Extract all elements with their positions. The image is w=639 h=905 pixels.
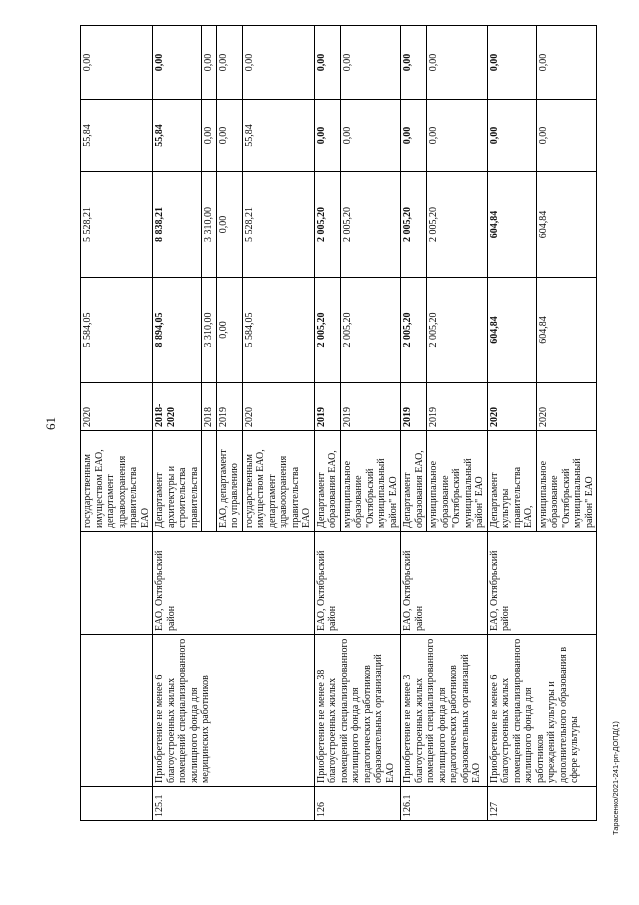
other-cell: 0,00 [401,26,427,100]
federal-cell: 55,84 [81,100,153,172]
document-code: Тарасенко/2021-241-рп-ДОПД(1) [611,721,620,835]
year-cell: 2020 [242,383,314,431]
responsible-cell: государственным имуществом ЕАО, департамент здравоохранения правительства ЕАО [81,431,153,532]
cell-empty [81,635,153,787]
regional-cell: 604,84 [487,172,536,278]
measure-name: Приобретение не менее 6 благоустроенных жилых помещений специализированного жилищного фонда для медицинских работников [153,635,315,787]
responsible-cell: Департамент культуры правительства ЕАО, [487,431,536,532]
program-table [80,25,597,821]
federal-cell: 0,00 [314,100,340,172]
row-number: 125.1 [153,787,315,821]
year-cell: 2019 [340,383,401,431]
year-cell: 2020 [81,383,153,431]
total-cell: 0,00 [216,278,242,383]
other-cell: 0,00 [314,26,340,100]
cell-empty [81,787,153,821]
responsible-cell: муниципальное образование "Октябрьский муниципальный район" ЕАО [427,431,488,532]
other-cell: 0,00 [340,26,401,100]
responsible-cell: государственным имуществом ЕАО, департамент здравоохранения правительства ЕАО [242,431,314,532]
responsible-cell: муниципальное образование "Октябрьский муниципальный район" ЕАО [536,431,597,532]
location-cell: ЕАО, Октябрьский район [401,532,488,635]
federal-cell: 0,00 [487,100,536,172]
cell-empty [81,532,153,635]
location-cell: ЕАО, Октябрьский район [314,532,401,635]
responsible-cell: Департамент образования ЕАО, [401,431,427,532]
federal-cell: 55,84 [153,100,202,172]
total-cell: 5 584,05 [81,278,153,383]
other-cell: 0,00 [81,26,153,100]
total-cell: 5 584,05 [242,278,314,383]
year-cell: 2020 [487,383,536,431]
year-cell: 2018-2020 [153,383,202,431]
other-cell: 0,00 [427,26,488,100]
other-cell: 0,00 [216,26,242,100]
measure-name: Приобретение не менее 38 благоустроенных жилых помещений специализированного жилищного фонда для педагогических работников образовательных организаций ЕАО [314,635,401,787]
responsible-cell: ЕАО, департамент по управлению [216,431,242,532]
year-cell: 2019 [427,383,488,431]
responsible-cell: Департамент образования ЕАО, [314,431,340,532]
table-row [314,26,340,821]
page-number: 61 [43,417,58,430]
federal-cell: 0,00 [202,100,217,172]
federal-cell: 0,00 [401,100,427,172]
year-cell: 2018 [202,383,217,431]
year-cell: 2020 [536,383,597,431]
other-cell: 0,00 [202,26,217,100]
total-cell: 2 005,20 [427,278,488,383]
responsible-cell: муниципальное образование "Октябрьский муниципальный район" ЕАО [340,431,401,532]
year-cell: 2019 [216,383,242,431]
regional-cell: 0,00 [216,172,242,278]
row-number: 126.1 [401,787,488,821]
responsible-cell: Департамент архитектуры и строительства правительства [153,431,202,532]
total-cell: 604,84 [536,278,597,383]
regional-cell: 2 005,20 [340,172,401,278]
regional-cell: 2 005,20 [401,172,427,278]
total-cell: 2 005,20 [314,278,340,383]
other-cell: 0,00 [153,26,202,100]
table-row [487,26,536,821]
regional-cell: 3 310,00 [202,172,217,278]
table-row [81,26,153,821]
table-row [153,26,202,821]
other-cell: 0,00 [242,26,314,100]
federal-cell: 0,00 [536,100,597,172]
measure-name: Приобретение не менее 3 благоустроенных жилых помещений специализированного жилищного фонда для педагогических работников образовательных организаций ЕАО [401,635,488,787]
table-row [401,26,427,821]
regional-cell: 2 005,20 [427,172,488,278]
year-cell: 2019 [314,383,340,431]
total-cell: 604,84 [487,278,536,383]
total-cell: 3 310,00 [202,278,217,383]
regional-cell: 5 528,21 [81,172,153,278]
federal-cell: 0,00 [216,100,242,172]
other-cell: 0,00 [536,26,597,100]
federal-cell: 55,84 [242,100,314,172]
total-cell: 2 005,20 [340,278,401,383]
total-cell: 8 894,05 [153,278,202,383]
location-cell: ЕАО, Октябрьский район [487,532,597,635]
regional-cell: 5 528,21 [242,172,314,278]
responsible-cell [202,431,217,532]
other-cell: 0,00 [487,26,536,100]
location-cell: ЕАО, Октябрьский район [153,532,315,635]
year-cell: 2019 [401,383,427,431]
row-number: 126 [314,787,401,821]
federal-cell: 0,00 [427,100,488,172]
total-cell: 2 005,20 [401,278,427,383]
regional-cell: 8 838,21 [153,172,202,278]
regional-cell: 2 005,20 [314,172,340,278]
federal-cell: 0,00 [340,100,401,172]
table-body [81,26,597,821]
row-number: 127 [487,787,597,821]
measure-name: Приобретение не менее 6 благоустроенных жилых помещений специализированного жилищного фонда для работников учреждений культуры и дополнительного образования в сфере культуры [487,635,597,787]
regional-cell: 604,84 [536,172,597,278]
